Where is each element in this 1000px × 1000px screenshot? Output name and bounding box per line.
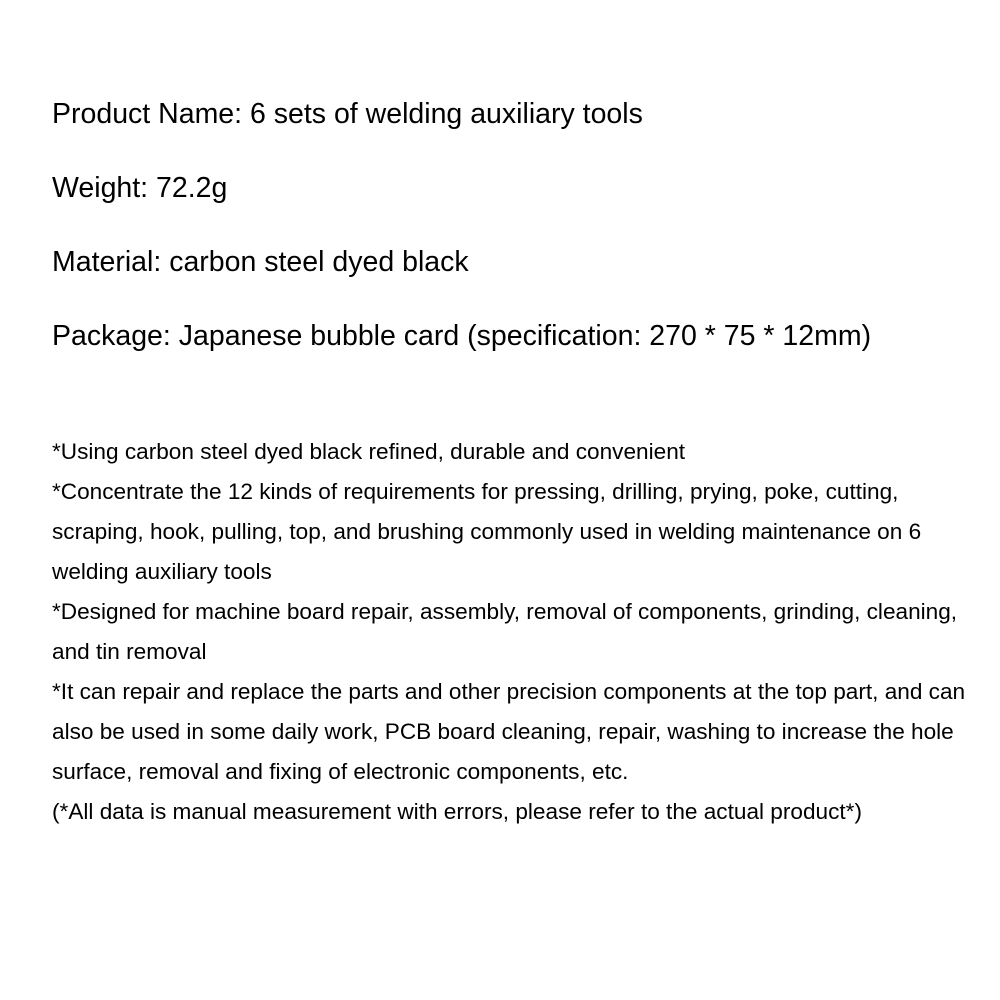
product-name-line: Product Name: 6 sets of welding auxiliary tools [52, 98, 643, 130]
feature-list [52, 432, 967, 832]
feature-applications: *Designed for machine board repair, assembly, removal of components, grinding, cleaning, and tin removal [52, 599, 958, 664]
weight-line: Weight: 72.2g [52, 172, 228, 204]
spec-list [52, 94, 972, 390]
feature-requirements: *Concentrate the 12 kinds of requirements for pressing, drilling, prying, poke, cutting, scraping, hook, pulling, top, and brushing commonly used in welding maintenance on 6 welding auxiliary tools [52, 479, 922, 584]
feature-uses: *It can repair and replace the parts and other precision components at the top part, and can also be used in some daily work, PCB board cleaning, repair, washing to increase the hole surface, removal and fixing of electronic components, etc. [52, 679, 966, 784]
measurement-disclaimer: (*All data is manual measurement with errors, please refer to the actual product*) [52, 799, 862, 824]
material-line: Material: carbon steel dyed black [52, 246, 469, 278]
feature-material: *Using carbon steel dyed black refined, durable and convenient [52, 439, 686, 464]
package-line: Package: Japanese bubble card (specification: 270 * 75 * 12mm) [52, 320, 872, 352]
product-description [52, 0, 972, 1000]
